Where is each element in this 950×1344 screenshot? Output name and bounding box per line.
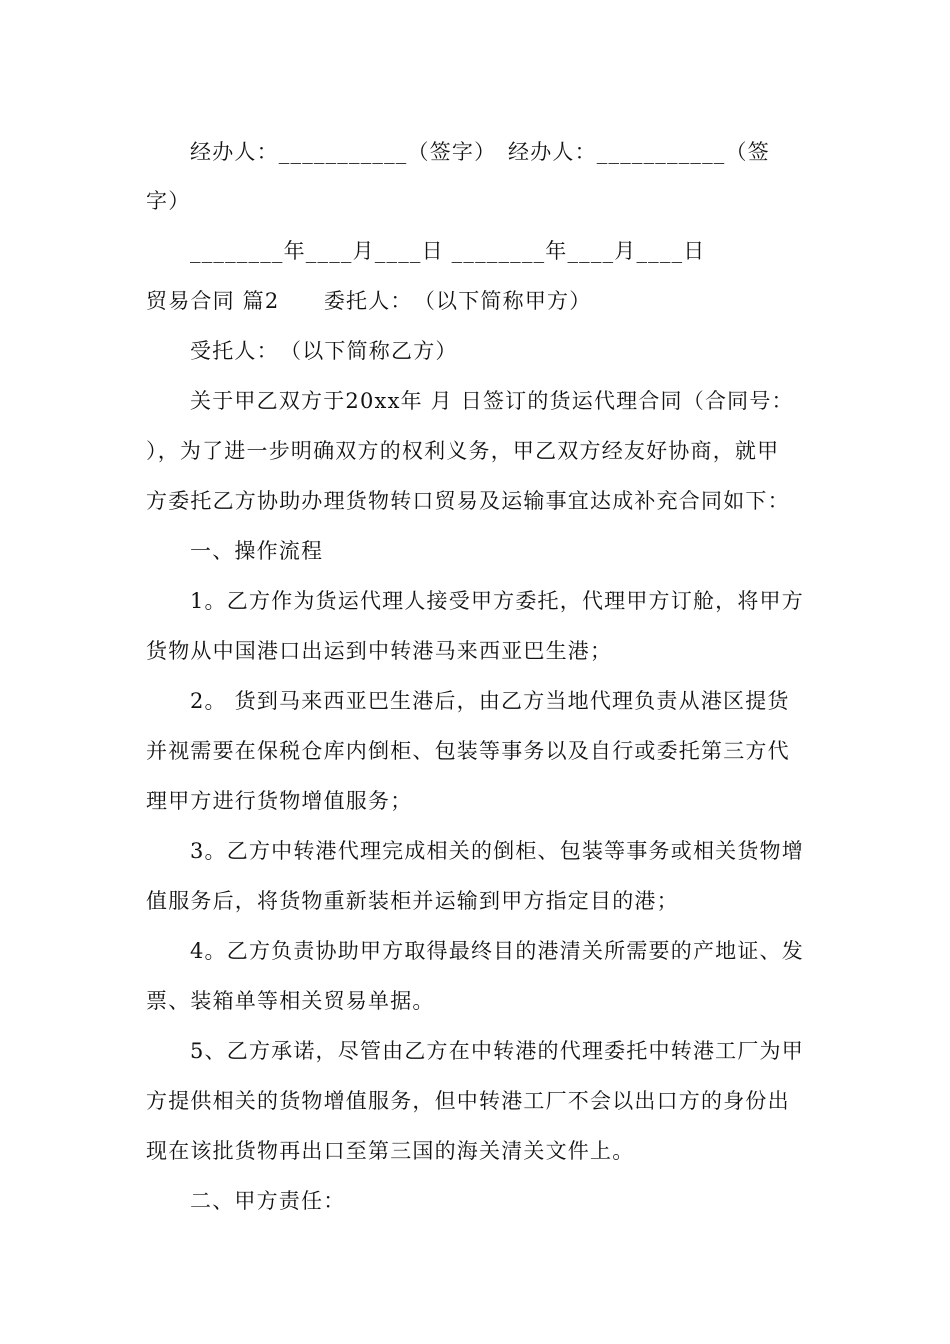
paragraph-line: 方委托乙方协助办理货物转口贸易及运输事宜达成补充合同如下： — [146, 489, 790, 513]
paragraph-line: 1。乙方作为货运代理人接受甲方委托，代理甲方订舱，将甲方 — [190, 589, 804, 613]
paragraph-line: 票、装箱单等相关贸易单据。 — [146, 989, 435, 1013]
paragraph-line: 方提供相关的货物增值服务，但中转港工厂不会以出口方的身份出 — [146, 1089, 790, 1113]
date-line: ________年____月____日 ________年____月____日 — [190, 239, 706, 263]
paragraph-line: 3。乙方中转港代理完成相关的倒柜、包装等事务或相关货物增 — [190, 839, 804, 863]
paragraph-line: ），为了进一步明确双方的权利义务，甲乙双方经友好协商，就甲 — [146, 439, 780, 463]
paragraph-line: 现在该批货物再出口至第三国的海关清关文件上。 — [146, 1139, 635, 1163]
contract-heading: 贸易合同 篇2 委托人： （以下简称甲方） — [146, 289, 592, 313]
trustee-line: 受托人： （以下简称乙方） — [190, 339, 458, 363]
paragraph-line: 并视需要在保税仓库内倒柜、包装等事务以及自行或委托第三方代 — [146, 739, 790, 763]
paragraph-line: 理甲方进行货物增值服务； — [146, 789, 413, 813]
signature-line-continued: 字） — [146, 189, 191, 213]
paragraph-line: 2。 货到马来西亚巴生港后，由乙方当地代理负责从港区提货 — [190, 689, 790, 713]
signature-line: 经办人：___________（签字） 经办人：___________（签 — [190, 140, 770, 164]
paragraph-line: 5、乙方承诺，尽管由乙方在中转港的代理委托中转港工厂为甲 — [190, 1039, 804, 1063]
section-heading: 二、甲方责任： — [190, 1189, 346, 1213]
paragraph-line: 4。乙方负责协助甲方取得最终目的港清关所需要的产地证、发 — [190, 939, 804, 963]
paragraph-line: 值服务后，将货物重新装柜并运输到甲方指定目的港； — [146, 889, 679, 913]
paragraph-line: 关于甲乙双方于20xx年 月 日签订的货运代理合同（合同号： — [190, 389, 794, 413]
paragraph-line: 货物从中国港口出运到中转港马来西亚巴生港； — [146, 639, 613, 663]
section-heading: 一、操作流程 — [190, 539, 324, 563]
